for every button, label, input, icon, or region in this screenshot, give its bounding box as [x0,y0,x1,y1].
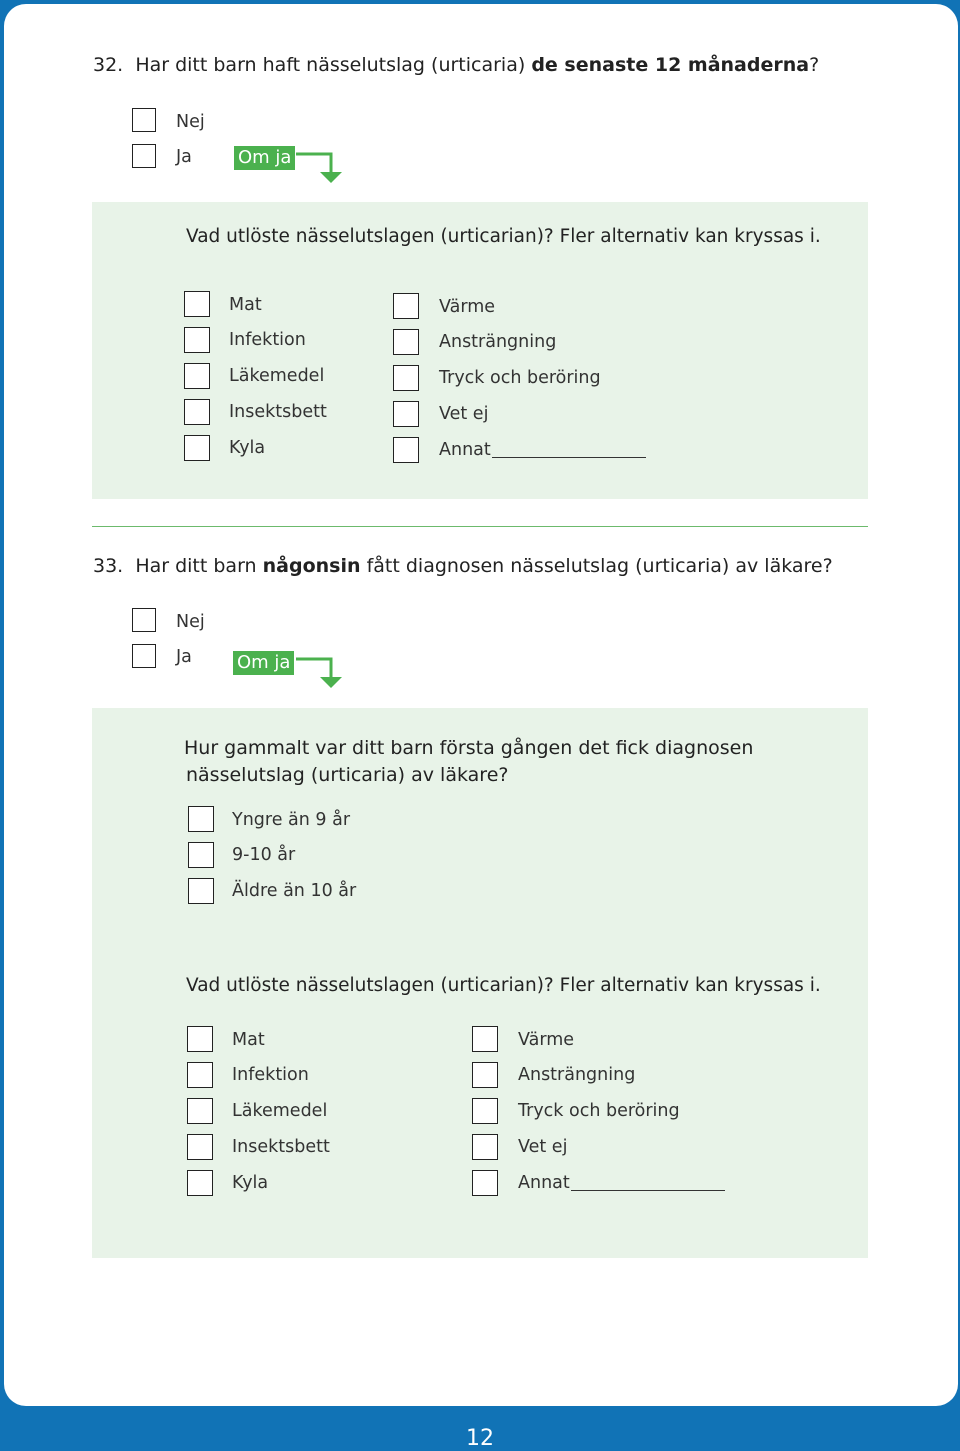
q33-trigger-pressure-label: Tryck och beröring [518,1101,680,1121]
q33-trigger-insect-label: Insektsbett [232,1137,330,1157]
question-33-number: 33. [93,555,124,577]
q33-trigger-exertion-checkbox[interactable] [472,1062,498,1088]
q33-trigger-other-checkbox[interactable] [472,1170,498,1196]
question-32-text: Har ditt barn haft nässelutslag (urticaria) [135,54,526,76]
q33-arrow-icon [294,655,354,691]
questionnaire-page [4,4,958,1406]
q32-arrow-icon [294,150,354,186]
q33-trigger-pressure-checkbox[interactable] [472,1098,498,1124]
q33-age-9to10-checkbox[interactable] [188,842,214,868]
q32-trigger-unknown-checkbox[interactable] [393,401,419,427]
q32-trigger-other-checkbox[interactable] [393,437,419,463]
question-32-end: ? [809,54,820,76]
q33-age-over10-label: Äldre än 10 år [232,881,357,901]
q33-no-checkbox[interactable] [132,608,156,632]
question-33-end: fått diagnosen nässelutslag (urticaria) av läkare? [366,555,833,577]
q32-trigger-unknown-label: Vet ej [439,404,489,424]
q32-trigger-food-label: Mat [229,295,262,315]
page-number: 12 [466,1426,494,1451]
q33-trigger-food-label: Mat [232,1030,265,1050]
q32-trigger-heat-checkbox[interactable] [393,293,419,319]
q33-trigger-medicine-label: Läkemedel [232,1101,328,1121]
q32-trigger-medicine-checkbox[interactable] [184,363,210,389]
q32-trigger-infection-checkbox[interactable] [184,327,210,353]
q32-trigger-heat-label: Värme [439,297,496,317]
q32-trigger-infection-label: Infektion [229,330,306,350]
q32-trigger-insect-label: Insektsbett [229,402,327,422]
q33-trigger-exertion-label: Ansträngning [518,1065,636,1085]
q33-age-over10-checkbox[interactable] [188,878,214,904]
question-32-number: 32. [93,54,124,76]
q33-trigger-question: Vad utlöste nässelutslagen (urticarian)? Fler alternativ kan kryssas i. [186,975,821,996]
q33-trigger-infection-label: Infektion [232,1065,309,1085]
q33-if-yes-label: Om ja [233,651,294,675]
q33-age-under9-label: Yngre än 9 år [232,810,351,830]
q32-no-checkbox[interactable] [132,108,156,132]
q32-trigger-medicine-label: Läkemedel [229,366,325,386]
q33-trigger-food-checkbox[interactable] [187,1026,213,1052]
q33-trigger-cold-checkbox[interactable] [187,1170,213,1196]
question-32-emphasis: de senaste 12 månaderna [531,54,810,76]
q32-trigger-cold-label: Kyla [229,438,266,458]
question-33 [93,555,833,577]
q32-trigger-pressure-checkbox[interactable] [393,365,419,391]
question-33-text: Har ditt barn [135,555,257,577]
q33-other-write-line[interactable] [571,1190,725,1191]
q32-trigger-insect-checkbox[interactable] [184,399,210,425]
q32-if-yes-label: Om ja [234,146,295,170]
q33-age-question-line1: Hur gammalt var ditt barn första gången det fick diagnosen [184,737,754,759]
q33-trigger-unknown-label: Vet ej [518,1137,568,1157]
q33-trigger-heat-label: Värme [518,1030,575,1050]
copyright-notice [0,801,1,1421]
question-33-emphasis: någonsin [262,555,361,577]
q32-trigger-other-label: Annat [439,440,491,460]
q33-trigger-cold-label: Kyla [232,1173,269,1193]
q32-yes-checkbox[interactable] [132,144,156,168]
section-divider [92,526,868,527]
q33-age-question-line2: nässelutslag (urticaria) av läkare? [186,764,509,786]
q32-trigger-pressure-label: Tryck och beröring [439,368,601,388]
q33-age-9to10-label: 9-10 år [232,845,296,865]
q33-no-label: Nej [176,612,205,632]
q32-followup-question: Vad utlöste nässelutslagen (urticarian)? Fler alternativ kan kryssas i. [186,226,821,247]
q33-trigger-unknown-checkbox[interactable] [472,1134,498,1160]
q33-trigger-insect-checkbox[interactable] [187,1134,213,1160]
q32-trigger-cold-checkbox[interactable] [184,435,210,461]
q33-trigger-infection-checkbox[interactable] [187,1062,213,1088]
q32-trigger-exertion-label: Ansträngning [439,332,557,352]
q33-trigger-other-label: Annat [518,1173,570,1193]
q32-other-write-line[interactable] [492,457,646,458]
q33-trigger-heat-checkbox[interactable] [472,1026,498,1052]
q33-age-under9-checkbox[interactable] [188,806,214,832]
question-32 [93,54,819,76]
q32-yes-label: Ja [176,147,192,167]
q32-no-label: Nej [176,112,205,132]
q33-yes-checkbox[interactable] [132,644,156,668]
q32-trigger-food-checkbox[interactable] [184,291,210,317]
q33-trigger-medicine-checkbox[interactable] [187,1098,213,1124]
q33-yes-label: Ja [176,647,192,667]
q32-trigger-exertion-checkbox[interactable] [393,329,419,355]
